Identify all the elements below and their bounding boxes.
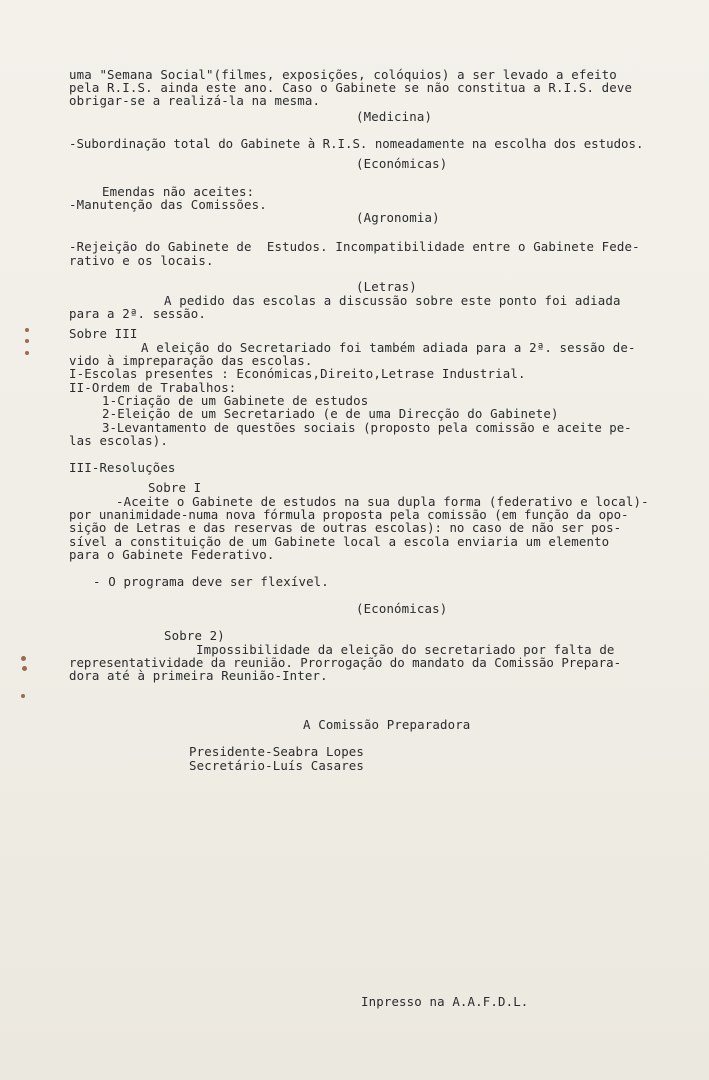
sobre-2-line: representatividade da reunião. Prorrogação do mandato da Comissão Prepara- xyxy=(69,655,622,670)
section-heading-economicas-2: (Económicas) xyxy=(356,601,448,616)
agronomia-line: rativo e os locais. xyxy=(69,253,214,268)
medicina-line: -Subordinação total do Gabinete à R.I.S. nomeadamente na escolha dos estudos. xyxy=(69,136,644,151)
staple-mark xyxy=(25,339,29,343)
section-heading-letras: (Letras) xyxy=(356,279,417,294)
staple-mark xyxy=(25,328,29,332)
signature-secretario: Secretário-Luís Casares xyxy=(189,758,365,773)
signature-presidente: Presidente-Seabra Lopes xyxy=(189,744,365,759)
agronomia-line: -Rejeição do Gabinete de Estudos. Incompatibilidade entre o Gabinete Fede- xyxy=(69,239,640,254)
paragraph-line: pela R.I.S. ainda este ano. Caso o Gabinete se não constitua a R.I.S. deve xyxy=(69,80,633,95)
ordem-item-continuation: las escolas). xyxy=(69,433,168,448)
section-heading-economicas: (Económicas) xyxy=(356,156,448,171)
paragraph-line: uma "Semana Social"(filmes, exposições, colóquios) a ser levado a efeito xyxy=(69,67,617,82)
sobre-i-heading: Sobre I xyxy=(148,480,202,495)
letras-line: A pedido das escolas a discussão sobre este ponto foi adiada xyxy=(164,293,621,308)
programa-line: - O programa deve ser flexível. xyxy=(93,574,329,589)
staple-mark xyxy=(25,351,29,355)
sobre-2-line: Impossibilidade da eleição do secretariado por falta de xyxy=(196,642,615,657)
sobre-2-line: dora até à primeira Reunião-Inter. xyxy=(69,668,328,683)
sobre-iii-heading: Sobre III xyxy=(69,326,138,341)
escolas-presentes: I-Escolas presentes : Económicas,Direito,Letrase Industrial. xyxy=(69,366,526,381)
sobre-i-line: para o Gabinete Federativo. xyxy=(69,547,275,562)
sobre-2-heading: Sobre 2) xyxy=(164,628,225,643)
section-heading-agronomia: (Agronomia) xyxy=(356,210,440,225)
staple-mark xyxy=(22,666,27,671)
ordem-item: 1-Criação de um Gabinete de estudos xyxy=(102,393,369,408)
section-heading-medicina: (Medicina) xyxy=(356,109,433,124)
signature-heading: A Comissão Preparadora xyxy=(303,717,471,732)
footer-printed-by: Inpresso na A.A.F.D.L. xyxy=(361,994,529,1009)
paragraph-line: obrigar-se a realizá-la na mesma. xyxy=(69,93,321,108)
staple-mark xyxy=(21,694,25,698)
staple-mark xyxy=(21,656,26,661)
sobre-iii-line: A eleição do Secretariado foi também adiada para a 2ª. sessão de- xyxy=(141,340,636,355)
resolucoes-heading: III-Resoluções xyxy=(69,460,176,475)
ordem-item: 2-Eleição de um Secretariado (e de uma Direcção do Gabinete) xyxy=(102,406,559,421)
ordem-item: 3-Levantamento de questões sociais (proposto pela comissão e aceite pe- xyxy=(102,420,632,435)
emendas-item: -Manutenção das Comissões. xyxy=(69,197,267,212)
letras-line: para a 2ª. sessão. xyxy=(69,306,206,321)
sobre-i-line: sível a constituição de um Gabinete local a escola enviaria um elemento xyxy=(69,534,610,549)
sobre-i-line: -Aceite o Gabinete de estudos na sua dupla forma (federativo e local)- xyxy=(116,494,649,509)
sobre-i-line: por unanimidade-numa nova fórmula proposta pela comissão (em função da opo- xyxy=(69,507,629,522)
sobre-i-line: sição de Letras e das reservas de outras escolas): no caso de não ser pos- xyxy=(69,520,622,535)
sobre-iii-line: vido à impreparação das escolas. xyxy=(69,353,313,368)
ordem-trabalhos: II-Ordem de Trabalhos: xyxy=(69,380,237,395)
emendas-heading: Emendas não aceites: xyxy=(102,184,255,199)
